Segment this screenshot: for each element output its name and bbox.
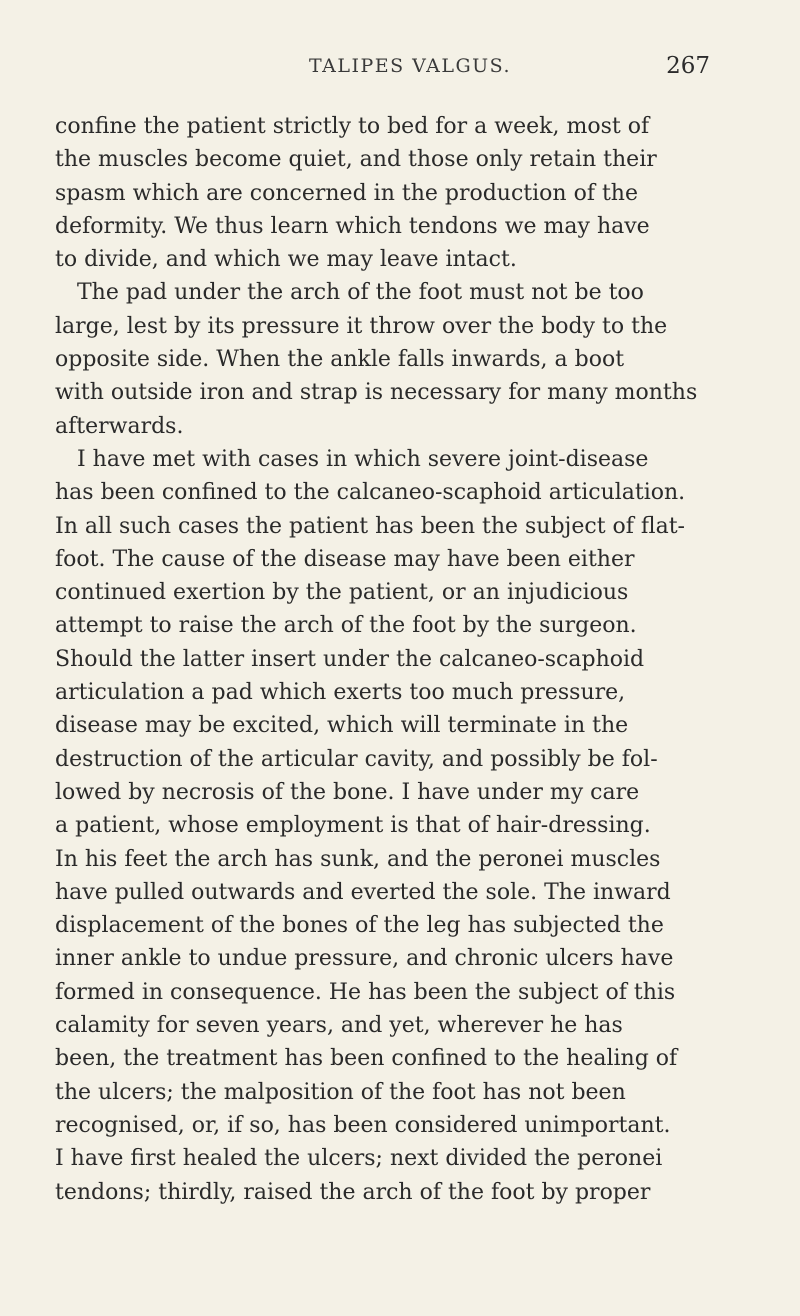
text-line: calamity for seven years, and yet, wherever he has	[55, 1013, 623, 1039]
text-line: recognised, or, if so, has been considered unimportant.	[55, 1112, 671, 1138]
text-line: I have first healed the ulcers; next divided the peronei	[55, 1146, 663, 1172]
text-line: attempt to raise the arch of the foot by the surgeon.	[55, 613, 637, 639]
text-line: The pad under the arch of the foot must not be too	[77, 280, 644, 306]
text-line: destruction of the articular cavity, and possibly be fol-	[55, 746, 658, 772]
text-line: foot. The cause of the disease may have been either	[55, 546, 635, 572]
text-line: the muscles become quiet, and those only retain their	[55, 147, 657, 173]
body-text	[55, 110, 717, 1209]
page-number: 267	[666, 53, 710, 79]
text-line: Should the latter insert under the calcaneo-scaphoid	[55, 646, 645, 672]
text-line: have pulled outwards and everted the sole. The inward	[55, 879, 671, 905]
text-line: spasm which are concerned in the production of the	[55, 180, 638, 206]
text-line: a patient, whose employment is that of hair-dressing.	[55, 813, 651, 839]
text-line: In all such cases the patient has been the subject of flat-	[55, 513, 685, 539]
text-line: afterwards.	[55, 413, 184, 439]
text-line: the ulcers; the malposition of the foot has not been	[55, 1079, 626, 1105]
text-line: disease may be excited, which will terminate in the	[55, 713, 629, 739]
text-line: has been confined to the calcaneo-scaphoid articulation.	[55, 480, 686, 506]
text-line: continued exertion by the patient, or an injudicious	[55, 580, 629, 606]
text-line: tendons; thirdly, raised the arch of the foot by proper	[55, 1179, 651, 1205]
running-head	[0, 50, 800, 82]
text-line: opposite side. When the ankle falls inwards, a boot	[55, 347, 625, 373]
text-line: confine the patient strictly to bed for a week, most of	[55, 114, 650, 139]
text-line: I have met with cases in which severe joint-disease	[77, 446, 649, 472]
text-line: been, the treatment has been confined to the healing of	[55, 1046, 678, 1072]
text-line: large, lest by its pressure it throw over the body to the	[55, 313, 668, 339]
text-line: displacement of the bones of the leg has subjected the	[55, 913, 664, 939]
text-line: formed in consequence. He has been the subject of this	[55, 979, 676, 1005]
text-line: articulation a pad which exerts too much pressure,	[55, 680, 626, 706]
text-line: inner ankle to undue pressure, and chronic ulcers have	[55, 946, 674, 972]
text-line: In his feet the arch has sunk, and the peronei muscles	[55, 846, 661, 872]
text-line: to divide, and which we may leave intact.	[55, 247, 517, 273]
running-title: TALIPES VALGUS.	[308, 55, 512, 77]
text-line: lowed by necrosis of the bone. I have under my care	[55, 779, 640, 805]
text-line: with outside iron and strap is necessary for many months	[55, 380, 698, 406]
text-line: deformity. We thus learn which tendons we may have	[55, 213, 650, 239]
